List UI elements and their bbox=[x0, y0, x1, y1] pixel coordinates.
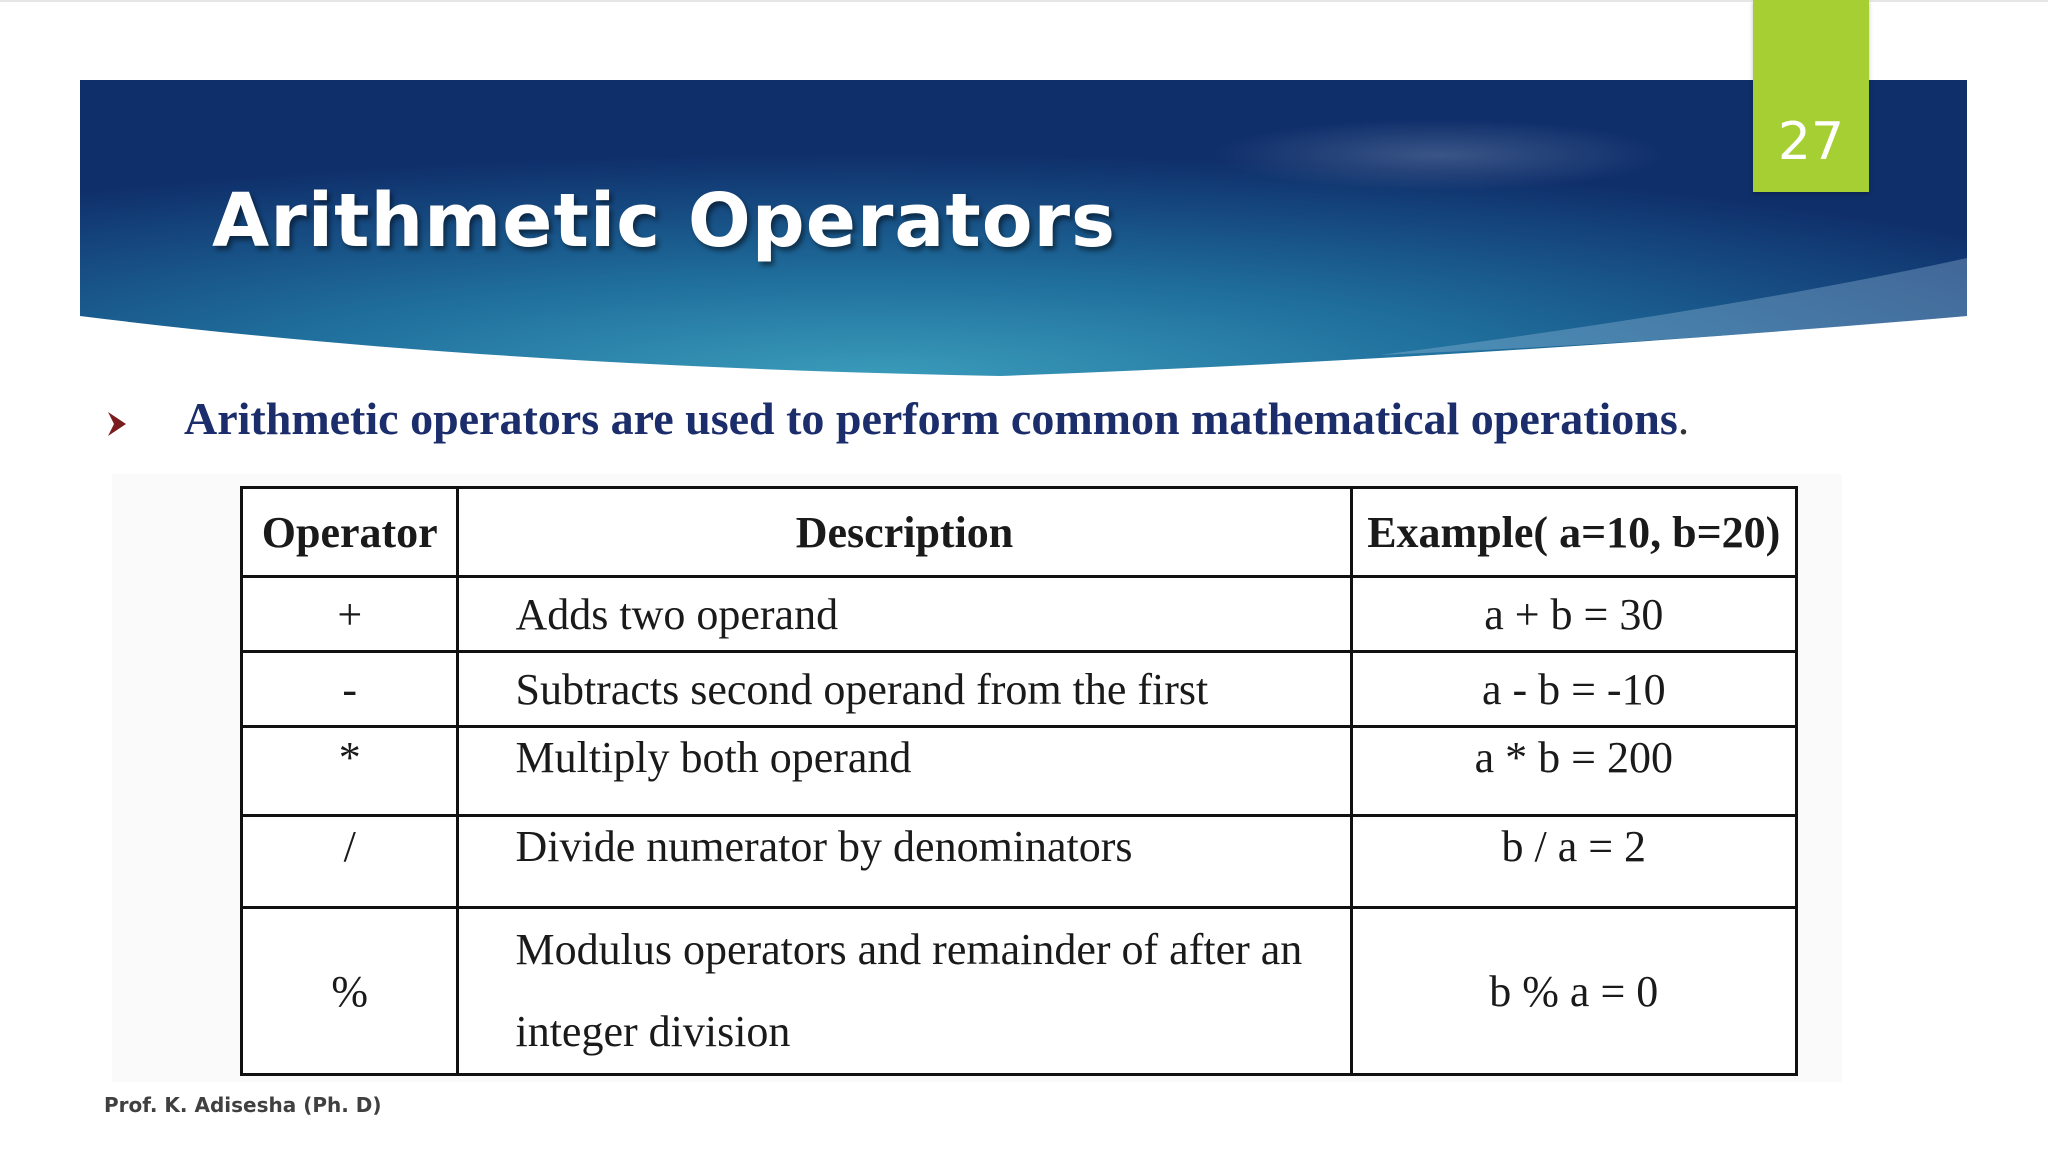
example-cell: a + b = 30 bbox=[1351, 577, 1796, 652]
table-row bbox=[242, 652, 1797, 727]
operator-cell: + bbox=[242, 577, 458, 652]
operator-cell: - bbox=[242, 652, 458, 727]
table-header-row bbox=[242, 488, 1797, 577]
bullet-point bbox=[184, 392, 1689, 445]
table-row bbox=[242, 908, 1797, 1075]
operator-cell: * bbox=[242, 727, 458, 816]
description-cell: Multiply both operand bbox=[458, 727, 1351, 816]
example-cell: b / a = 2 bbox=[1351, 816, 1796, 908]
operators-table bbox=[240, 486, 1798, 1076]
table-row bbox=[242, 577, 1797, 652]
operator-cell: % bbox=[242, 908, 458, 1075]
footer-author: Prof. K. Adisesha (Ph. D) bbox=[104, 1093, 382, 1117]
slide-title: Arithmetic Operators bbox=[212, 178, 1117, 264]
bullet-text: Arithmetic operators are used to perform common mathematical operations bbox=[184, 393, 1678, 444]
header-operator: Operator bbox=[242, 488, 458, 577]
operator-cell: / bbox=[242, 816, 458, 908]
table-row bbox=[242, 816, 1797, 908]
header-description: Description bbox=[458, 488, 1351, 577]
example-cell: a - b = -10 bbox=[1351, 652, 1796, 727]
description-cell: Adds two operand bbox=[458, 577, 1351, 652]
description-cell: Divide numerator by denominators bbox=[458, 816, 1351, 908]
description-cell: Subtracts second operand from the first bbox=[458, 652, 1351, 727]
example-cell: a * b = 200 bbox=[1351, 727, 1796, 816]
table-row bbox=[242, 727, 1797, 816]
arrowhead-bullet-icon bbox=[106, 410, 128, 438]
description-line-1: Modulus operators and remainder of after an bbox=[515, 925, 1303, 974]
top-rule bbox=[0, 0, 2048, 2]
description-line-2: integer division bbox=[515, 1007, 791, 1056]
page-number-tab bbox=[1753, 0, 1869, 192]
header-example: Example( a=10, b=20) bbox=[1351, 488, 1796, 577]
example-cell: b % a = 0 bbox=[1351, 908, 1796, 1075]
bullet-period: . bbox=[1677, 393, 1690, 444]
description-cell bbox=[458, 908, 1351, 1075]
page-number: 27 bbox=[1777, 112, 1845, 172]
